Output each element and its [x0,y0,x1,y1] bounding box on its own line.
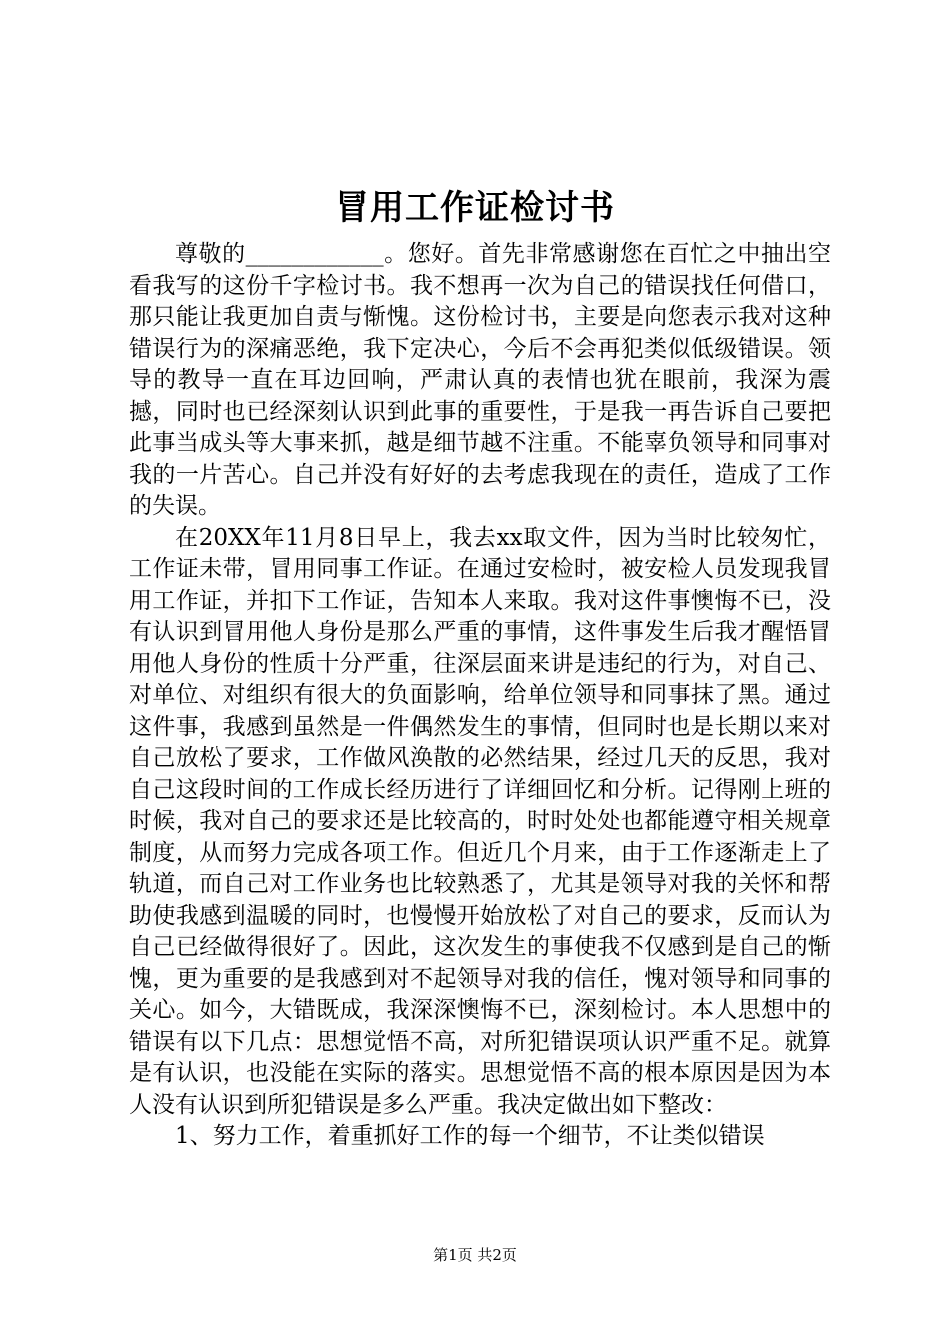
document-title: 冒用工作证检讨书 [335,188,615,228]
paragraph-rectification-1: 1、努力工作，着重抓好工作的每一个细节，不让类似错误 [175,1123,765,1149]
paragraph-salutation: 尊敬的____________。您好。首先非常感谢您在百忙之中抽出空看我写的这份千字检讨书。我不想再一次为自己的错误找任何借口，那只能让我更加自责与惭愧。这份检讨书，主要是向您表示我对这种错误行为的深痛恶绝，我下定决心，今后不会再犯类似低级错误。领导的教导一直在耳边回响，严肃认真的表情也犹在眼前，我深为震撼，同时也已经深刻认识到此事的重要性，于是我一再告诉自己要把此事当成头等大事来抓，越是细节越不注重。不能辜负领导和同事对我的一片苦心。自己并没有好好的去考虑我现在的责任，造成了工作的失误。 [129,241,831,519]
page-number-footer: 第1页 共2页 [433,1246,517,1264]
paragraph-incident: 在20XX年11月8日早上，我去xx取文件，因为当时比较匆忙，工作证未带，冒用同事工作证。在通过安检时，被安检人员发现我冒用工作证，并扣下工作证，告知本人来取。我对这件事懊悔不已，没有认识到冒用他人身份是那么严重的事情，这件事发生后我才醒悟冒用他人身份的性质十分严重，往深层面来讲是违纪的行为，对自己、对单位、对组织有很大的负面影响，给单位领导和同事抹了黑。通过这件事，我感到虽然是一件偶然发生的事情，但同时也是长期以来对自己放松了要求，工作做风涣散的必然结果，经过几天的反思，我对自己这段时间的工作成长经历进行了详细回忆和分析。记得刚上班的时候，我对自己的要求还是比较高的，时时处处也都能遵守相关规章制度，从而努力完成各项工作。但近几个月来，由于工作逐渐走上了轨道，而自己对工作业务也比较熟悉了，尤其是领导对我的关怀和帮助使我感到温暖的同时，也慢慢开始放松了对自己的要求，反而认为自己已经做得很好了。因此，这次发生的事使我不仅感到是自己的惭愧，更为重要的是我感到对不起领导对我的信任，愧对领导和同事的关心。如今，大错既成，我深深懊悔不已，深刻检讨。本人思想中的错误有以下几点：思想觉悟不高，对所犯错误项认识严重不足。就算是有认识，也没能在实际的落实。思想觉悟不高的根本原因是因为本人没有认识到所犯错误是多么严重。我决定做出如下整改： [129,524,831,1118]
document-body [129,239,831,1153]
